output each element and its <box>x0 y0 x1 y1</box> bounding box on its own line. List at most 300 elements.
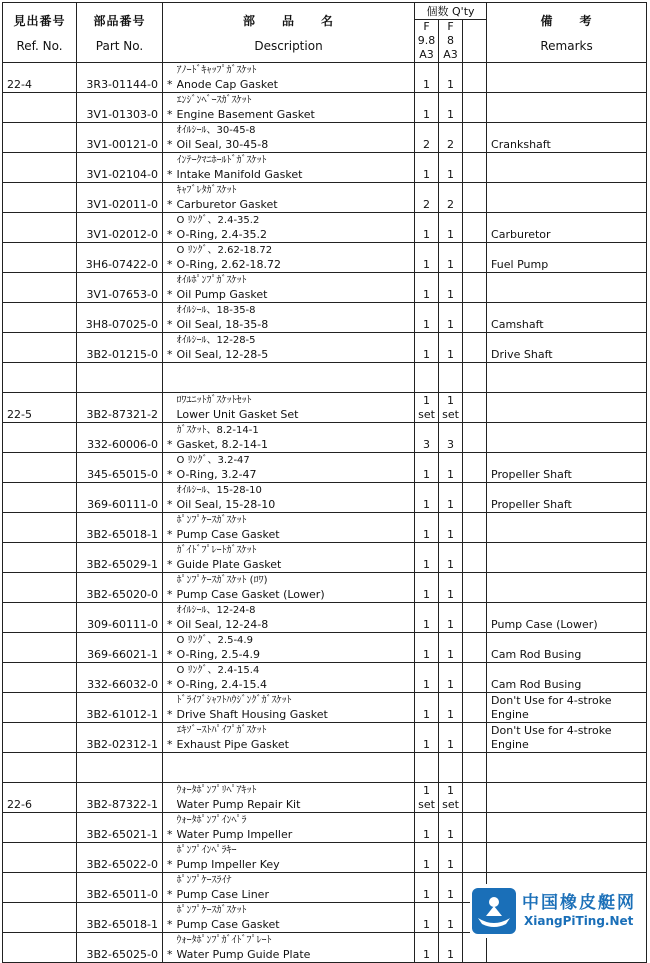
header-ref: 見出番号 Ref. No. <box>3 3 77 63</box>
ref-no-cell <box>3 513 77 543</box>
empty-cell <box>177 753 415 783</box>
header-qty: 個数 Q'ty <box>415 3 487 20</box>
part-no-cell <box>77 573 163 603</box>
part-no-cell <box>77 153 163 183</box>
part-no: 3B2-65021-1 <box>86 828 158 841</box>
qty-f9-8-cell <box>415 933 439 963</box>
qty-blank-cell <box>463 93 487 123</box>
description-jp: ｴｷｿﾞｰｽﾄﾊﾟｲﾌﾟｶﾞｽｹｯﾄ <box>176 725 267 736</box>
remarks-text: Don't Use for 4-stroke <box>491 694 612 707</box>
table-row <box>3 693 647 723</box>
description-cell <box>177 873 415 903</box>
part-no: 3V1-02011-0 <box>86 198 158 211</box>
spacer-row <box>3 363 647 393</box>
part-no-cell <box>77 303 163 333</box>
qty-value: 3 <box>423 438 431 451</box>
qty-blank-cell <box>463 543 487 573</box>
description-en: Oil Seal, 30-45-8 <box>176 138 269 151</box>
description-en: Water Pump Impeller <box>176 828 293 841</box>
description-en: Guide Plate Gasket <box>176 558 282 571</box>
qty-value: 1 <box>447 288 455 301</box>
qty-f8-cell <box>439 393 463 423</box>
description-en: O-Ring, 2.5-4.9 <box>176 648 261 661</box>
qty-f8-cell <box>439 903 463 933</box>
qty-value: 1 <box>447 618 455 631</box>
table-row <box>3 333 647 363</box>
qty-value: 1 <box>447 258 455 271</box>
qty-f9-8-cell <box>415 573 439 603</box>
description-en: O-Ring, 2.62-18.72 <box>176 258 282 271</box>
remarks-text: Pump Case (Lower) <box>491 618 598 631</box>
remarks-cell <box>487 633 647 663</box>
remarks-text: Fuel Pump <box>491 258 549 271</box>
description-cell <box>177 393 415 423</box>
part-no: 332-60006-0 <box>87 438 158 451</box>
qty-value: set <box>442 408 459 421</box>
star-cell <box>163 333 177 363</box>
part-no: 3B2-01215-0 <box>86 348 158 361</box>
star-cell <box>163 573 177 603</box>
qty-f9-8-cell <box>415 483 439 513</box>
star-cell <box>163 153 177 183</box>
star-mark: * <box>167 198 173 211</box>
star-mark: * <box>167 138 173 151</box>
star-mark: * <box>167 168 173 181</box>
remarks-cell <box>487 603 647 633</box>
part-no: 3V1-00121-0 <box>86 138 158 151</box>
remarks-text: Propeller Shaft <box>491 468 572 481</box>
qty-blank-cell <box>463 693 487 723</box>
star-mark: * <box>167 888 173 901</box>
part-no-cell <box>77 903 163 933</box>
star-cell <box>163 663 177 693</box>
star-cell <box>163 873 177 903</box>
part-no-cell <box>77 93 163 123</box>
qty-f8-cell <box>439 333 463 363</box>
description-en: Carburetor Gasket <box>176 198 278 211</box>
qty-f9-8-cell <box>415 243 439 273</box>
description-jp: ｲﾝﾃｰｸﾏﾆﾎｰﾙﾄﾞｶﾞｽｹｯﾄ <box>176 155 267 166</box>
description-en: Gasket, 8.2-14-1 <box>176 438 268 451</box>
ref-no-cell <box>3 273 77 303</box>
ref-no-cell <box>3 903 77 933</box>
qty-f9-8-cell <box>415 543 439 573</box>
part-no-cell <box>77 483 163 513</box>
qty-value: 1 <box>423 678 431 691</box>
qty-blank-cell <box>463 423 487 453</box>
qty-value: 1 <box>447 108 455 121</box>
star-mark: * <box>167 228 173 241</box>
qty-value: 2 <box>423 138 431 151</box>
qty-f9-8-cell <box>415 693 439 723</box>
part-no-cell <box>77 723 163 753</box>
table-row <box>3 843 647 873</box>
remarks-cell <box>487 693 647 723</box>
star-cell <box>163 93 177 123</box>
qty-f8-cell <box>439 93 463 123</box>
star-cell <box>163 393 177 423</box>
qty-value: 1 <box>447 498 455 511</box>
description-jp: ｳｫｰﾀﾎﾟﾝﾌﾟｶﾞｲﾄﾞﾌﾟﾚｰﾄ <box>176 935 272 946</box>
description-jp: ｵｲﾙｼｰﾙ、15-28-10 <box>176 485 262 496</box>
star-mark: * <box>167 258 173 271</box>
header-remarks: 備 考 Remarks <box>487 3 647 63</box>
qty-value: 1 <box>423 168 431 181</box>
qty-f8-cell <box>439 693 463 723</box>
description-jp: ｷｬﾌﾞﾚﾀｶﾞｽｹｯﾄ <box>176 185 237 196</box>
star-mark: * <box>167 78 173 91</box>
part-no-cell <box>77 393 163 423</box>
qty-blank-cell <box>463 453 487 483</box>
star-cell <box>163 63 177 93</box>
part-no-cell <box>77 513 163 543</box>
qty-value: 3 <box>447 438 455 451</box>
qty-value: 1 <box>423 468 431 481</box>
remarks-cell <box>487 153 647 183</box>
qty-value: 1 <box>447 708 455 721</box>
description-en: Water Pump Guide Plate <box>176 948 311 961</box>
empty-cell <box>439 363 463 393</box>
qty-value: 1 <box>447 948 455 961</box>
qty-f9-8-cell <box>415 213 439 243</box>
table-row <box>3 813 647 843</box>
ref-no-cell <box>3 693 77 723</box>
description-en: Exhaust Pipe Gasket <box>176 738 289 751</box>
qty-f9-8-cell <box>415 873 439 903</box>
header-model-blank <box>463 20 487 63</box>
qty-f9-8-cell <box>415 303 439 333</box>
part-no-cell <box>77 423 163 453</box>
part-no-cell <box>77 603 163 633</box>
description-cell <box>177 843 415 873</box>
remarks-cell <box>487 273 647 303</box>
part-no-cell <box>77 453 163 483</box>
star-mark: * <box>167 498 173 511</box>
description-cell <box>177 663 415 693</box>
empty-cell <box>487 363 647 393</box>
description-jp: ﾎﾟﾝﾌﾟｹｰｽｶﾞｽｹｯﾄ <box>176 515 247 526</box>
ref-no-cell <box>3 873 77 903</box>
qty-f9-8-cell <box>415 663 439 693</box>
description-en: Intake Manifold Gasket <box>176 168 303 181</box>
qty-value: 1 <box>423 708 431 721</box>
qty-value: 1 <box>423 558 431 571</box>
description-en: Pump Case Gasket <box>176 918 280 931</box>
part-no-cell <box>77 333 163 363</box>
description-cell <box>177 213 415 243</box>
star-cell <box>163 453 177 483</box>
qty-f8-cell <box>439 153 463 183</box>
table-row <box>3 663 647 693</box>
description-en: Water Pump Repair Kit <box>176 798 301 811</box>
star-cell <box>163 243 177 273</box>
qty-blank-cell <box>463 483 487 513</box>
remarks-cell <box>487 483 647 513</box>
description-en: Anode Cap Gasket <box>176 78 278 91</box>
header-part: 部品番号 Part No. <box>77 3 163 63</box>
qty-f9-8-cell <box>415 393 439 423</box>
qty-f9-8-cell <box>415 783 439 813</box>
part-no-cell <box>77 243 163 273</box>
qty-f9-8-cell <box>415 273 439 303</box>
empty-cell <box>463 753 487 783</box>
boat-logo-icon <box>472 888 516 934</box>
qty-f8-cell <box>439 483 463 513</box>
qty-f8-cell <box>439 633 463 663</box>
qty-value: 1 <box>447 888 455 901</box>
star-cell <box>163 903 177 933</box>
ref-no-cell <box>3 93 77 123</box>
part-no-cell <box>77 783 163 813</box>
qty-blank-cell <box>463 333 487 363</box>
ref-no-cell <box>3 843 77 873</box>
star-cell <box>163 303 177 333</box>
table-row <box>3 93 647 123</box>
description-en: O-Ring, 3.2-47 <box>176 468 257 481</box>
table-row <box>3 513 647 543</box>
description-jp: ｵｲﾙｼｰﾙ、12-28-5 <box>176 335 256 346</box>
header-model-f8: F 8 A3 <box>439 20 463 63</box>
remarks-cell <box>487 213 647 243</box>
description-cell <box>177 603 415 633</box>
header-description: 部 品 名 Description <box>163 3 415 63</box>
part-no: 3B2-87322-1 <box>86 798 158 811</box>
qty-value: 1 <box>447 678 455 691</box>
description-jp: ｵｲﾙｼｰﾙ、30-45-8 <box>176 125 256 136</box>
description-en: Pump Case Gasket (Lower) <box>176 588 325 601</box>
ref-no-cell <box>3 483 77 513</box>
empty-cell <box>463 363 487 393</box>
table-row <box>3 213 647 243</box>
qty-f8-cell <box>439 123 463 153</box>
remarks-text: Carburetor <box>491 228 551 241</box>
description-jp: O ﾘﾝｸﾞ、2.62-18.72 <box>176 245 273 256</box>
remarks-text: Camshaft <box>491 318 544 331</box>
qty-f9-8-cell <box>415 633 439 663</box>
part-no: 3B2-02312-1 <box>86 738 158 751</box>
ref-no-cell <box>3 933 77 963</box>
remarks-text: Cam Rod Busing <box>491 678 582 691</box>
empty-cell <box>77 753 163 783</box>
ref-no-cell <box>3 393 77 423</box>
part-no-cell <box>77 633 163 663</box>
qty-blank-cell <box>463 633 487 663</box>
table-row <box>3 633 647 663</box>
empty-cell <box>77 363 163 393</box>
qty-value: 2 <box>423 198 431 211</box>
qty-value: 1 <box>447 558 455 571</box>
qty-value: 1 <box>447 528 455 541</box>
remarks-text: Propeller Shaft <box>491 498 572 511</box>
part-no: 3B2-65022-0 <box>86 858 158 871</box>
qty-blank-cell <box>463 603 487 633</box>
parts-table <box>2 2 647 963</box>
star-cell <box>163 813 177 843</box>
remarks-text: Crankshaft <box>491 138 551 151</box>
qty-value: 1 <box>423 258 431 271</box>
part-no: 3B2-65018-1 <box>86 528 158 541</box>
qty-f8-cell <box>439 273 463 303</box>
qty-value: 1 <box>447 784 455 797</box>
table-row <box>3 543 647 573</box>
star-cell <box>163 513 177 543</box>
description-en: Pump Case Gasket <box>176 528 280 541</box>
qty-f8-cell <box>439 813 463 843</box>
qty-value: 1 <box>447 828 455 841</box>
description-cell <box>177 303 415 333</box>
qty-value: 1 <box>447 78 455 91</box>
star-cell <box>163 423 177 453</box>
description-jp: ﾎﾟﾝﾌﾟｹｰｽｶﾞｽｹｯﾄ (ﾛﾜ) <box>176 575 268 586</box>
star-cell <box>163 183 177 213</box>
part-no: 369-60111-0 <box>87 498 158 511</box>
qty-f9-8-cell <box>415 603 439 633</box>
qty-value: 1 <box>423 888 431 901</box>
star-mark: * <box>167 528 173 541</box>
star-mark: * <box>167 708 173 721</box>
qty-blank-cell <box>463 843 487 873</box>
ref-no-cell <box>3 453 77 483</box>
ref-no-cell <box>3 543 77 573</box>
remarks-text: Cam Rod Busing <box>491 648 582 661</box>
description-en: O-Ring, 2.4-35.2 <box>176 228 268 241</box>
qty-value: 1 <box>423 108 431 121</box>
empty-cell <box>3 363 77 393</box>
star-cell <box>163 933 177 963</box>
qty-f9-8-cell <box>415 513 439 543</box>
qty-value: 1 <box>423 738 431 751</box>
qty-blank-cell <box>463 123 487 153</box>
description-en: Pump Impeller Key <box>176 858 280 871</box>
description-jp: ﾛﾜﾕﾆｯﾄｶﾞｽｹｯﾄｾｯﾄ <box>176 395 252 406</box>
part-no: 369-66021-1 <box>87 648 158 661</box>
qty-value: 1 <box>423 858 431 871</box>
qty-f9-8-cell <box>415 723 439 753</box>
description-jp: ﾎﾟﾝﾌﾟｲﾝﾍﾟﾗｷｰ <box>176 845 237 856</box>
ref-no: 22-6 <box>7 798 32 811</box>
qty-f8-cell <box>439 303 463 333</box>
description-cell <box>177 903 415 933</box>
remarks-cell <box>487 63 647 93</box>
empty-cell <box>177 363 415 393</box>
ref-no-cell <box>3 243 77 273</box>
part-no: 3R3-01144-0 <box>86 78 158 91</box>
star-cell <box>163 603 177 633</box>
part-no: 3B2-65029-1 <box>86 558 158 571</box>
remarks-cell <box>487 333 647 363</box>
ref-no-cell <box>3 183 77 213</box>
qty-f8-cell <box>439 63 463 93</box>
ref-no-cell <box>3 723 77 753</box>
ref-no-cell <box>3 123 77 153</box>
qty-value: 1 <box>423 348 431 361</box>
remarks-cell <box>487 663 647 693</box>
table-row <box>3 723 647 753</box>
part-no: 3B2-87321-2 <box>86 408 158 421</box>
qty-value: 1 <box>423 588 431 601</box>
qty-value: 1 <box>423 948 431 961</box>
qty-value: 1 <box>423 394 431 407</box>
remarks-cell <box>487 813 647 843</box>
qty-blank-cell <box>463 213 487 243</box>
qty-f9-8-cell <box>415 903 439 933</box>
qty-f8-cell <box>439 933 463 963</box>
star-cell <box>163 633 177 663</box>
ref-no-cell <box>3 783 77 813</box>
qty-value: 1 <box>423 918 431 931</box>
ref-no-cell <box>3 423 77 453</box>
description-cell <box>177 513 415 543</box>
table-row <box>3 183 647 213</box>
remarks-cell <box>487 393 647 423</box>
qty-f8-cell <box>439 513 463 543</box>
remarks-cell <box>487 243 647 273</box>
qty-value: 1 <box>447 468 455 481</box>
qty-value: 1 <box>447 168 455 181</box>
qty-f9-8-cell <box>415 93 439 123</box>
part-no: 3V1-02104-0 <box>86 168 158 181</box>
description-jp: ｶﾞｲﾄﾞﾌﾟﾚｰﾄｶﾞｽｹｯﾄ <box>176 545 257 556</box>
empty-cell <box>487 753 647 783</box>
part-no: 3V1-02012-0 <box>86 228 158 241</box>
qty-f9-8-cell <box>415 813 439 843</box>
star-cell <box>163 213 177 243</box>
part-no: 3B2-65018-1 <box>86 918 158 931</box>
description-jp: ｱﾉｰﾄﾞｷｬｯﾌﾟｶﾞｽｹｯﾄ <box>176 65 257 76</box>
star-cell <box>163 693 177 723</box>
description-cell <box>177 243 415 273</box>
description-cell <box>177 93 415 123</box>
description-jp: ﾎﾟﾝﾌﾟｹｰｽｶﾞｽｹｯﾄ <box>176 905 247 916</box>
description-jp: ﾎﾟﾝﾌﾟｹｰｽﾗｲﾅ <box>176 875 232 886</box>
ref-no-cell <box>3 303 77 333</box>
qty-value: 1 <box>423 784 431 797</box>
qty-f9-8-cell <box>415 153 439 183</box>
qty-value: 1 <box>423 78 431 91</box>
header-model-f9-8: F 9.8 A3 <box>415 20 439 63</box>
description-en: O-Ring, 2.4-15.4 <box>176 678 268 691</box>
part-no-cell <box>77 933 163 963</box>
part-no: 309-60111-0 <box>87 618 158 631</box>
remarks-text: Drive Shaft <box>491 348 553 361</box>
qty-value: 1 <box>423 498 431 511</box>
remarks-cell <box>487 183 647 213</box>
part-no: 3B2-65025-0 <box>86 948 158 961</box>
description-jp: ｳｫｰﾀﾎﾟﾝﾌﾟﾘﾍﾟｱｷｯﾄ <box>176 785 257 796</box>
remarks-cell <box>487 543 647 573</box>
part-no-cell <box>77 63 163 93</box>
ref-no-cell <box>3 153 77 183</box>
part-no-cell <box>77 273 163 303</box>
description-jp: ﾄﾞﾗｲﾌﾞｼｬﾌﾄﾊｳｼﾞﾝｸﾞｶﾞｽｹｯﾄ <box>176 695 292 706</box>
qty-value: set <box>418 408 435 421</box>
ref-no: 22-5 <box>7 408 32 421</box>
star-mark: * <box>167 558 173 571</box>
qty-value: 1 <box>447 648 455 661</box>
star-mark: * <box>167 858 173 871</box>
table-body <box>3 63 647 963</box>
qty-f9-8-cell <box>415 453 439 483</box>
table-row <box>3 393 647 423</box>
qty-value: 1 <box>423 228 431 241</box>
description-en: Oil Seal, 15-28-10 <box>176 498 276 511</box>
description-jp: ｵｲﾙﾎﾟﾝﾌﾟｶﾞｽｹｯﾄ <box>176 275 247 286</box>
table-row <box>3 123 647 153</box>
description-cell <box>177 273 415 303</box>
star-cell <box>163 483 177 513</box>
description-en: Oil Pump Gasket <box>176 288 268 301</box>
table-row <box>3 153 647 183</box>
